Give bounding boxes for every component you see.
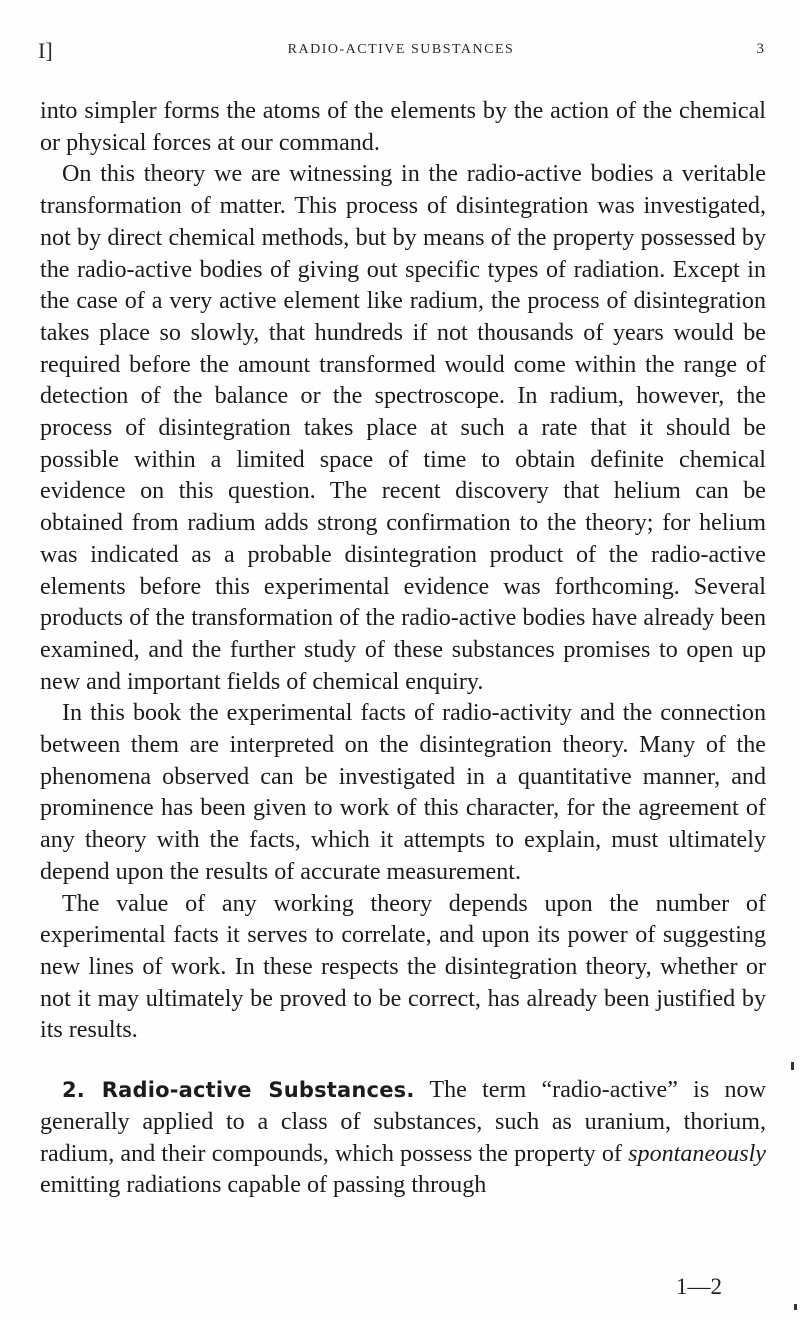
paragraph-working-theory: The value of any working theory depends upon the number of experimental facts it serves to correlate, and upon its power of suggesting new lines of work. In these respects the disintegration theory, whether or not it may ultimately be proved to be correct, has already been justified by its results.: [40, 890, 766, 1044]
margin-speck: [791, 1062, 794, 1070]
chapter-marker: I]: [38, 38, 53, 63]
signature-mark: 1—2: [676, 1274, 722, 1299]
section-heading: 2. Radio-active Substances.: [62, 1078, 415, 1103]
page-number: 3: [756, 41, 764, 57]
body-text: [40, 96, 766, 1202]
running-title: RADIO-ACTIVE SUBSTANCES: [287, 42, 515, 57]
running-head: [38, 38, 764, 64]
italic-word: spontaneously: [628, 1140, 766, 1167]
paragraph-theory: On this theory we are witnessing in the radio-active bodies a veritable transformation of matter. This process of disintegration was investigated, not by direct chemical methods, but by means of the property possessed by the radio-active bodies of giving out specific types of radiation. Except in the case of a very active element like radium, the process of disintegration takes place so slowly, that hundreds if not thousands of years would be required before the amount transformed would come within the range of detection of the balance or the spectroscope. In radium, however, the process of disintegration takes place at such a rate that it should be possible within a limited space of time to obtain definite chemical evidence on this question. The recent discovery that helium can be obtained from radium adds strong confirmation to the theory; for helium was indicated as a probable disintegration product of the radio-active elements before this experimental evidence was forthcoming. Several products of the transformation of the radio-active bodies have already been examined, and the further study of these substances promises to open up new and important fields of chemical enquiry.: [40, 161, 766, 695]
paragraph-book-approach: In this book the experimental facts of radio-activity and the connection between them are interpreted on the disintegration theory. Many of the phenomena observed can be investigated in a quantitative manner, and prominence has been given to work of this character, for the agreement of any theory with the facts, which it attempts to explain, must ultimately depend upon the results of accurate measurement.: [40, 700, 766, 885]
section-text-start: The term “radio-active” is now generally applied to a class of substances, such as uranium, thorium, radium, and their compounds, which possess the property of: [40, 1077, 766, 1167]
paragraph-continued: into simpler forms the atoms of the elements by the action of the chemical or physical forces at our command.: [40, 98, 766, 156]
margin-speck: [794, 1304, 797, 1310]
section-paragraph: [40, 1075, 766, 1202]
section-text-end: emitting radiations capable of passing through: [40, 1172, 487, 1199]
